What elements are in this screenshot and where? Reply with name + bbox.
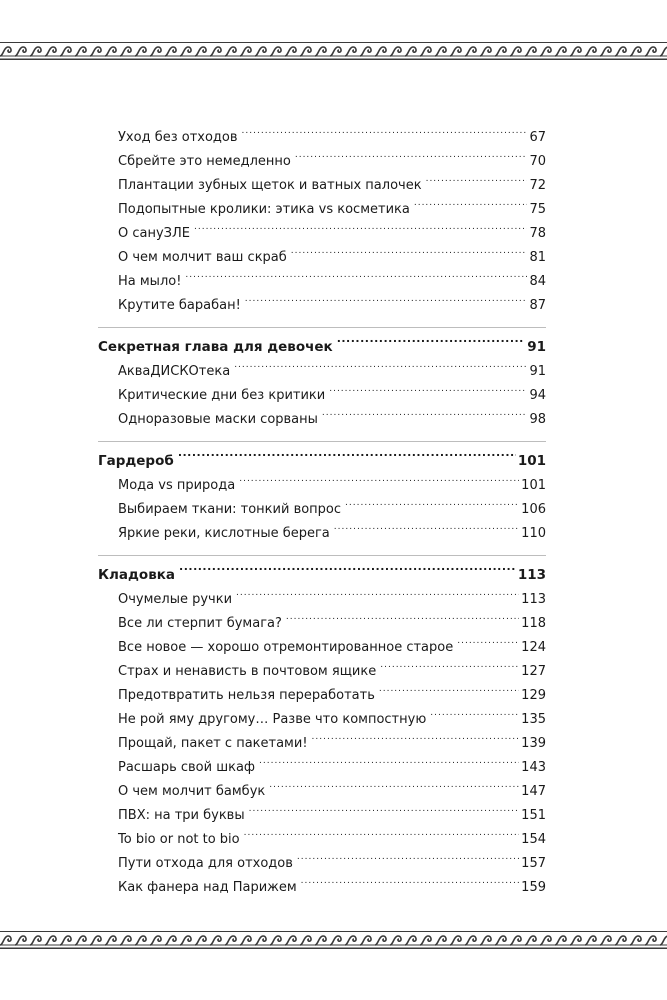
- dot-leader: [457, 638, 519, 651]
- toc-entry-title: Предотвратить нельзя переработать: [118, 688, 375, 703]
- toc-entry-page: 127: [521, 664, 546, 679]
- toc-entry-title: Уход без отходов: [118, 130, 238, 145]
- dot-leader: [178, 452, 516, 466]
- dot-leader: [259, 758, 519, 771]
- dot-leader: [234, 362, 527, 375]
- toc-chapter-page: 101: [517, 453, 546, 469]
- toc-entry-title: Мода vs природа: [118, 478, 236, 493]
- toc-entry[interactable]: [98, 408, 546, 432]
- toc-entry[interactable]: [98, 588, 546, 612]
- section-divider: [98, 441, 546, 442]
- toc-entry-title: Все новое — хорошо отремонтированное старое: [118, 640, 454, 655]
- toc-entry[interactable]: [98, 780, 546, 804]
- toc-entry-title: Расшарь свой шкаф: [118, 760, 256, 775]
- toc-entry[interactable]: [98, 708, 546, 732]
- toc-entry-title: Как фанера над Парижем: [118, 880, 297, 895]
- dot-leader: [301, 878, 520, 891]
- dot-leader: [297, 854, 519, 867]
- dot-leader: [334, 524, 519, 537]
- toc-entry[interactable]: [98, 498, 546, 522]
- toc-entry-page: 129: [521, 688, 546, 703]
- toc-entry[interactable]: [98, 876, 546, 900]
- toc-entry-page: 110: [521, 526, 546, 541]
- toc-entry-page: 157: [521, 856, 546, 871]
- dot-leader: [249, 806, 520, 819]
- dot-leader: [286, 614, 519, 627]
- toc-entry[interactable]: [98, 126, 546, 150]
- toc-entry-page: 139: [521, 736, 546, 751]
- toc-entry[interactable]: [98, 684, 546, 708]
- toc-entry[interactable]: [98, 612, 546, 636]
- toc-chapter[interactable]: [98, 334, 546, 360]
- toc-chapter[interactable]: [98, 562, 546, 588]
- dot-leader: [245, 296, 528, 309]
- toc-entry-page: 67: [529, 130, 546, 145]
- toc-group-1: [98, 126, 546, 318]
- toc-entry-page: 72: [529, 178, 546, 193]
- toc-chapter-title: Кладовка: [98, 567, 176, 583]
- toc-entry-title: ПВХ: на три буквы: [118, 808, 245, 823]
- dot-leader: [379, 686, 519, 699]
- toc-entry-title: Яркие реки, кислотные берега: [118, 526, 330, 541]
- toc-entry[interactable]: [98, 294, 546, 318]
- toc-entry[interactable]: [98, 732, 546, 756]
- toc-entry-title: Очумелые ручки: [118, 592, 233, 607]
- toc-entry-page: 159: [521, 880, 546, 895]
- toc-entry-page: 113: [521, 592, 546, 607]
- toc-entry-title: О чем молчит ваш скраб: [118, 250, 287, 265]
- toc-entry-page: 81: [529, 250, 546, 265]
- toc-entry-page: 91: [529, 364, 546, 379]
- toc-entry-page: 78: [529, 226, 546, 241]
- section-divider: [98, 327, 546, 328]
- toc-entry[interactable]: [98, 150, 546, 174]
- toc-entry-title: На мыло!: [118, 274, 182, 289]
- toc-entry-page: 154: [521, 832, 546, 847]
- toc-entry-page: 135: [521, 712, 546, 727]
- toc-entry-page: 118: [521, 616, 546, 631]
- toc-group-4: [98, 588, 546, 900]
- toc-entry[interactable]: [98, 174, 546, 198]
- dot-leader: [242, 128, 528, 141]
- toc-entry-page: 106: [521, 502, 546, 517]
- dot-leader: [322, 410, 528, 423]
- dot-leader: [291, 248, 528, 261]
- toc-entry-title: О сануЗЛЕ: [118, 226, 190, 241]
- toc-entry-title: Плантации зубных щеток и ватных палочек: [118, 178, 422, 193]
- toc-entry-title: Критические дни без критики: [118, 388, 326, 403]
- toc-entry[interactable]: [98, 636, 546, 660]
- toc-entry[interactable]: [98, 852, 546, 876]
- toc-entry-page: 87: [529, 298, 546, 313]
- toc-entry-title: Все ли стерпит бумага?: [118, 616, 282, 631]
- wave-ornament-icon: [0, 40, 667, 62]
- toc-group-3: [98, 474, 546, 546]
- toc-entry-page: 124: [521, 640, 546, 655]
- section-divider: [98, 555, 546, 556]
- toc-chapter[interactable]: [98, 448, 546, 474]
- toc-entry[interactable]: [98, 756, 546, 780]
- toc-entry-title: Страх и ненависть в почтовом ящике: [118, 664, 377, 679]
- dot-leader: [430, 710, 519, 723]
- dot-leader: [239, 476, 519, 489]
- toc-entry-title: О чем молчит бамбук: [118, 784, 266, 799]
- dot-leader: [295, 152, 528, 165]
- dot-leader: [345, 500, 519, 513]
- dot-leader: [185, 272, 527, 285]
- toc-chapter-title: Гардероб: [98, 453, 174, 469]
- dot-leader: [269, 782, 519, 795]
- wave-ornament-icon: [0, 929, 667, 951]
- toc-entry-page: 94: [529, 388, 546, 403]
- dot-leader: [236, 590, 519, 603]
- dot-leader: [179, 566, 516, 580]
- toc-entry[interactable]: [98, 804, 546, 828]
- dot-leader: [329, 386, 527, 399]
- toc-entry[interactable]: [98, 384, 546, 408]
- dot-leader: [244, 830, 520, 843]
- dot-leader: [337, 338, 526, 352]
- toc-chapter-page: 91: [527, 339, 546, 355]
- decorative-top-border: [0, 40, 667, 62]
- toc-entry[interactable]: [98, 198, 546, 222]
- decorative-bottom-border: [0, 929, 667, 951]
- toc-entry[interactable]: [98, 474, 546, 498]
- dot-leader: [312, 734, 520, 747]
- dot-leader: [380, 662, 519, 675]
- toc-entry-page: 143: [521, 760, 546, 775]
- dot-leader: [194, 224, 527, 237]
- toc-chapter-title: Секретная глава для девочек: [98, 339, 333, 355]
- toc-entry-title: Выбираем ткани: тонкий вопрос: [118, 502, 342, 517]
- dot-leader: [426, 176, 528, 189]
- toc-entry-title: Одноразовые маски сорваны: [118, 412, 318, 427]
- toc-entry[interactable]: [98, 828, 546, 852]
- toc-entry-page: 70: [529, 154, 546, 169]
- toc-entry[interactable]: [98, 360, 546, 384]
- toc-entry-page: 147: [521, 784, 546, 799]
- toc-entry-title: To bio or not to bio: [118, 832, 240, 847]
- toc-entry-title: Крутите барабан!: [118, 298, 241, 313]
- toc-entry-title: Пути отхода для отходов: [118, 856, 293, 871]
- toc-entry[interactable]: [98, 270, 546, 294]
- table-of-contents: [98, 126, 546, 900]
- toc-entry-page: 84: [529, 274, 546, 289]
- toc-entry-page: 75: [529, 202, 546, 217]
- toc-entry-title: Прощай, пакет с пакетами!: [118, 736, 308, 751]
- toc-chapter-page: 113: [517, 567, 546, 583]
- toc-entry-title: Подопытные кролики: этика vs косметика: [118, 202, 410, 217]
- toc-group-2: [98, 360, 546, 432]
- toc-entry-page: 151: [521, 808, 546, 823]
- toc-entry-title: Не рой яму другому… Разве что компостную: [118, 712, 427, 727]
- toc-entry-title: АкваДИСКОтека: [118, 364, 231, 379]
- toc-entry[interactable]: [98, 660, 546, 684]
- dot-leader: [414, 200, 528, 213]
- toc-entry-page: 98: [529, 412, 546, 427]
- toc-entry-page: 101: [521, 478, 546, 493]
- toc-entry[interactable]: [98, 222, 546, 246]
- toc-entry[interactable]: [98, 522, 546, 546]
- toc-entry[interactable]: [98, 246, 546, 270]
- toc-entry-title: Сбрейте это немедленно: [118, 154, 291, 169]
